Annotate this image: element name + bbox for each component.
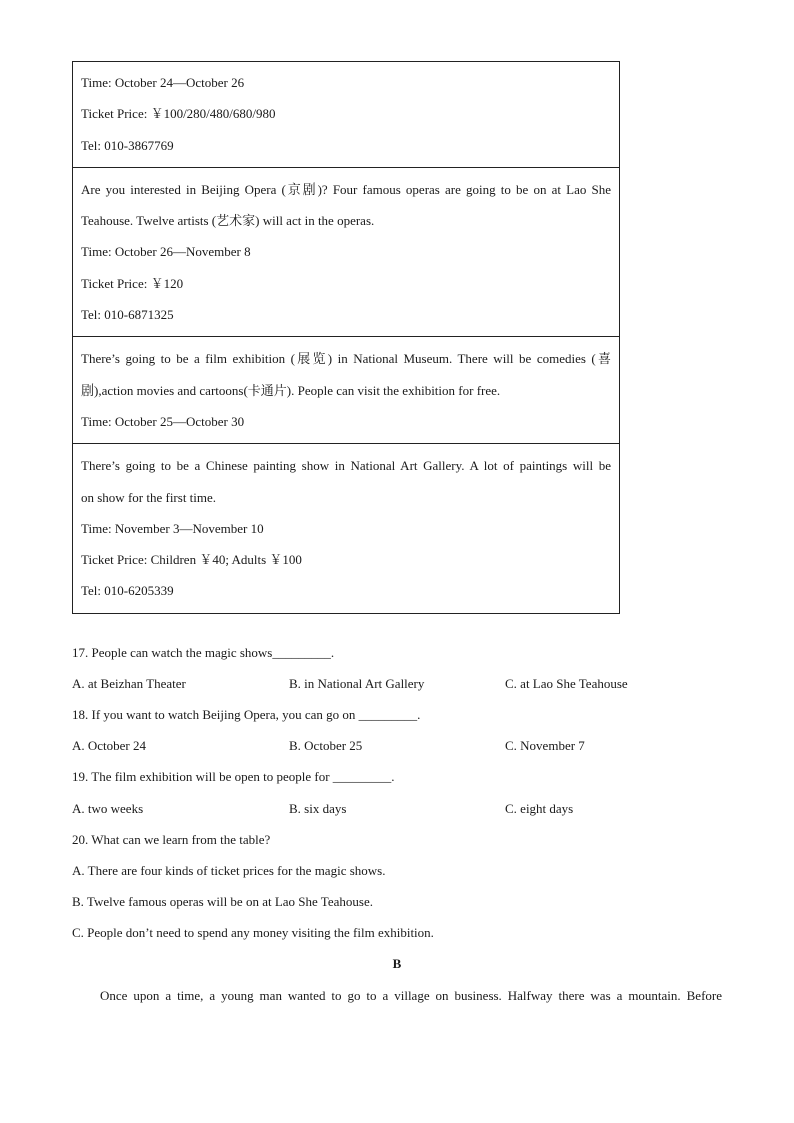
magic-tel: Tel: 010-3867769 (81, 137, 174, 153)
painting-time: Time: November 3—November 10 (81, 520, 264, 536)
question-19-option-b: B. six days (289, 801, 347, 816)
question-17-option-a: A. at Beizhan Theater (72, 676, 186, 691)
question-18-option-c: C. November 7 (505, 738, 585, 753)
film-desc-line1: There’s going to be a film exhibition (展览) in National Museum. There will be comedies (喜 (81, 351, 611, 367)
painting-show-cell (73, 444, 619, 612)
question-19-option-a: A. two weeks (72, 801, 144, 816)
question-19-stem: 19. The film exhibition will be open to people for _________. (72, 769, 395, 784)
question-17-stem: 17. People can watch the magic shows_________. (72, 645, 335, 660)
opera-desc-line2: Teahouse. Twelve artists (艺术家) will act in the operas. (81, 213, 375, 229)
opera-cell (73, 168, 619, 337)
question-20-option-b: B. Twelve famous operas will be on at Lao She Teahouse. (72, 894, 373, 909)
question-18-option-b: B. October 25 (289, 738, 363, 753)
magic-show-cell (73, 62, 619, 168)
painting-desc-line1: There’s going to be a Chinese painting show in National Art Gallery. A lot of paintings will be (81, 458, 611, 474)
opera-tel: Tel: 010-6871325 (81, 307, 174, 323)
section-b-paragraph: Once upon a time, a young man wanted to go to a village on business. Halfway there was a mountain. Before (100, 988, 722, 1003)
painting-tel: Tel: 010-6205339 (81, 583, 174, 599)
question-17-option-b: B. in National Art Gallery (289, 676, 425, 691)
question-18-stem: 18. If you want to watch Beijing Opera, you can go on _________. (72, 707, 421, 722)
opera-price: Ticket Price: ￥120 (81, 275, 184, 291)
question-20-option-c: C. People don’t need to spend any money visiting the film exhibition. (72, 925, 434, 940)
section-b-heading: B (392, 956, 402, 971)
events-table (72, 61, 620, 614)
opera-time: Time: October 26—November 8 (81, 244, 251, 260)
magic-price: Ticket Price: ￥100/280/480/680/980 (81, 106, 276, 122)
film-time: Time: October 25—October 30 (81, 413, 245, 429)
magic-time: Time: October 24—October 26 (81, 75, 245, 90)
film-desc-line2: 剧),action movies and cartoons(卡通片). People can visit the exhibition for free. (81, 382, 501, 398)
painting-desc-line2: on show for the first time. (81, 489, 217, 505)
opera-desc-line1: Are you interested in Beijing Opera (京剧)? Four famous operas are going to be on at Lao She (81, 181, 611, 197)
question-17-option-c: C. at Lao She Teahouse (505, 676, 628, 691)
question-19-option-c: C. eight days (505, 801, 574, 816)
question-20-option-a: A. There are four kinds of ticket prices for the magic shows. (72, 863, 386, 878)
film-exhibition-cell (73, 337, 619, 444)
painting-price: Ticket Price: Children ￥40; Adults ￥100 (81, 552, 302, 568)
question-20-stem: 20. What can we learn from the table? (72, 832, 271, 847)
question-18-option-a: A. October 24 (72, 738, 147, 753)
